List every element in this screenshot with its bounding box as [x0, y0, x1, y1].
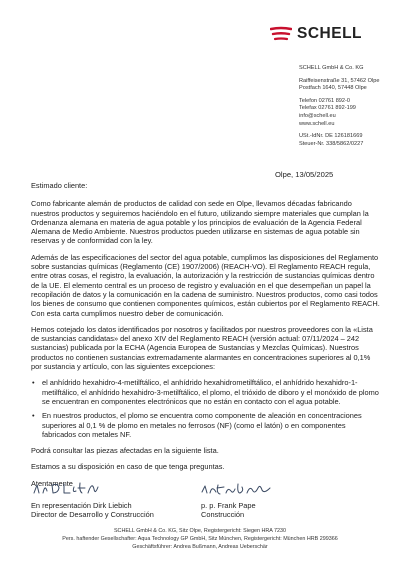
signature-right-image: [200, 481, 275, 497]
schell-logo-text: SCHELL: [297, 25, 362, 42]
sender-vat-id: USt.-IdNr. DE 126181669: [299, 133, 363, 140]
exceptions-list: [31, 378, 381, 439]
signature-left-title: Director de Desarrollo y Construcción: [31, 510, 154, 520]
salutation: Estimado cliente:: [31, 181, 88, 190]
paragraph-questions: Estamos a su disposición en caso de que tenga preguntas.: [31, 462, 225, 472]
page-footer: [0, 527, 400, 551]
paragraph-parts-list: Podrá consultar las piezas afectadas en la siguiente lista.: [31, 446, 219, 456]
sender-street: Raiffeisenstraße 31, 57462 Olpe: [299, 77, 380, 84]
sender-company: SCHELL GmbH & Co. KG: [299, 65, 364, 71]
date-line: Olpe, 13/05/2025: [275, 170, 334, 179]
sender-phone: Telefon 02761 892-0: [299, 97, 351, 104]
closing: Atentamente: [31, 478, 73, 488]
sender-info: [299, 65, 399, 153]
sender-tax-number: Steuer-Nr. 338/5862/0227: [299, 140, 364, 147]
sender-email: info@schell.eu: [299, 112, 336, 119]
footer-line-partner: Pers. haftender Gesellschafter: Aqua Technology GP GmbH, Sitz München, Registergericht: München HRB 299366: [62, 536, 338, 542]
signature-left: [31, 501, 154, 520]
signature-right-title: Construcción: [201, 510, 245, 520]
footer-line-registration: SCHELL GmbH & Co. KG, Sitz Olpe, Registergericht: Siegen HRA 7230: [113, 528, 287, 534]
schell-logo: [270, 24, 394, 44]
signature-right-name: p. p. Frank Pape: [201, 501, 256, 510]
paragraph-candidate-list: Hemos cotejado los datos identificados por nosotros y facilitados por nuestros proveedores con la «Lista de sustancias candidatas» del anexo XIV del Reglamento REACH (versión actual: 07/11/2024 – 242 sustancias) publicada por la ECHA (Agencia Europea de Sustancias y Mezclas Químicas). Nuestros productos no contienen sustancias extremadamente alarmantes en concentraciones superiores al 0,1% por sustancia y artículo, con las siguientes excepciones:: [31, 324, 373, 372]
schell-logo-mark-icon: [270, 26, 292, 42]
exception-item-lead-alloy: • En nuestros productos, el plomo se encuentra como componente de aleación en concentraciones superiores al 0,1 % de plomo en metales no ferrosos (NF) (como el latón) o en componentes fabricados con metales NF.: [42, 411, 381, 439]
paragraph-reach: Además de las especificaciones del sector del agua potable, cumplimos las disposiciones del Reglamento sobre sustancias químicas (Reglamento (CE) 1907/2006) (REACH-VO). El Reglamento REACH regula, entre otras cosas, el registro, la evaluación, la autorización y la restricción de sustancias químicas dentro de la UE. El elemento central es un proceso de registro y evaluación en el que desempeñan un papel la recopilación de datos y la comunicación en la cadena de suministro. Nuestros productos, como casi todos los bienes de consumo que contienen componentes químicos, están cubiertos por el Reglamento REACH. Con esta carta cumplimos nuestro deber de comunicación.: [31, 252, 380, 318]
sender-fax: Telefax 02761 892-199: [299, 105, 356, 112]
sender-postbox: Postfach 1640, 57448 Olpe: [299, 85, 367, 92]
exception-item-electronics: • el anhídrido hexahidro-4-metilftálico, el anhídrido hexahidrometilftálico, el anhídrido hexahidro-1-metilftálico, el anhídrido hexahidro-3-metilftálico, el plomo, el trióxido de diboro y el monóxido de plomo se encuentran en componentes electrónicos que no están en contacto con el agua potable.: [42, 378, 381, 406]
sender-website: www.schell.eu: [299, 120, 335, 127]
signature-right: [201, 501, 256, 520]
signature-left-image: [32, 481, 102, 497]
footer-line-management: Geschäftsführer: Andrea Bußmann, Andreas Ueberschär: [132, 544, 268, 550]
paragraph-intro: Como fabricante alemán de productos de calidad con sede en Olpe, llevamos décadas fabricando nuestros productos y seguiremos haciéndolo en el futuro, utilizando siempre materiales que cumplan la Ordenanza alemana en materia de agua potable y los principios de evaluación de la Agencia Federal Alemana de Medio Ambiente. Nuestros productos pueden utilizarse en sistemas de agua potable sin reservas y de conformidad con la ley.: [31, 199, 369, 246]
letter-body: [31, 181, 381, 495]
signature-left-name: En representación Dirk Liebich: [31, 501, 132, 510]
